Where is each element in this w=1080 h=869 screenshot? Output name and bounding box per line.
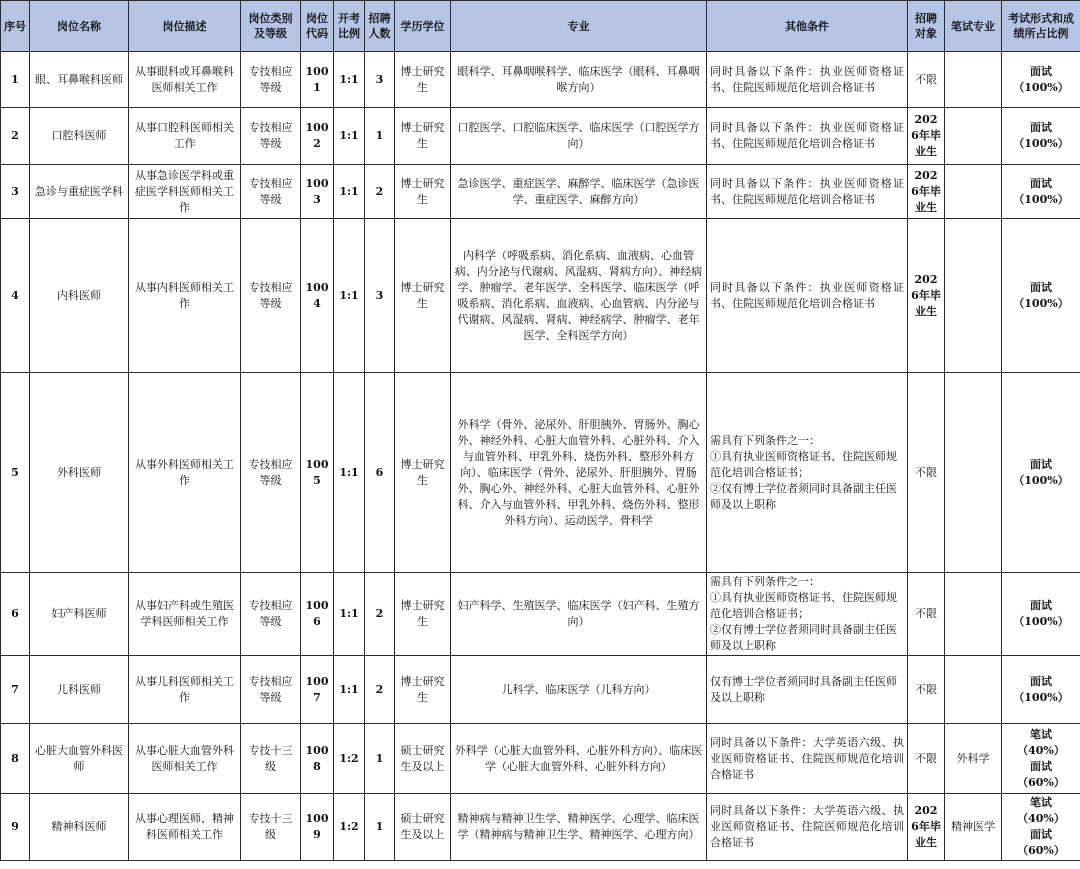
conditions-text: 同时具备以下条件：大学英语六级、执业医师资格证书、住院医师规范化培训合格证书	[710, 735, 904, 781]
cell-count: 1	[365, 724, 395, 794]
cell-post-desc: 从事急诊医学科或重症医学科医师相关工作	[129, 165, 241, 219]
cell-degree: 博士研究生	[395, 573, 451, 656]
cell-seq: 8	[1, 724, 30, 794]
conditions-text: 同时具备以下条件：大学英语六级、执业医师资格证书、住院医师规范化培训合格证书	[710, 804, 904, 849]
cell-post-name: 儿科医师	[30, 656, 129, 724]
cell-conditions	[707, 656, 908, 724]
header-written: 笔试专业	[945, 1, 1002, 52]
table-row	[1, 165, 1080, 219]
header-category: 岗位类别及等级	[241, 1, 301, 52]
cell-post-desc: 从事妇产科或生殖医学科医师相关工作	[129, 573, 241, 656]
cell-major: 外科学（心脏大血管外科、心脏外科方向）、临床医学（心脏大血管外科、心脏外科方向）	[451, 724, 707, 794]
cell-code: 1006	[301, 573, 334, 656]
conditions-text: 同时具备以下条件：执业医师资格证书、住院医师规范化培训合格证书	[710, 64, 904, 94]
header-seq: 序号	[1, 1, 30, 52]
cell-exam	[1002, 794, 1080, 861]
cell-count: 2	[365, 656, 395, 724]
cell-seq: 2	[1, 108, 30, 165]
cell-code: 1003	[301, 165, 334, 219]
cell-post-name: 精神科医师	[30, 794, 129, 861]
cell-major: 精神病与精神卫生学、精神医学、心理学、临床医学（精神病与精神卫生学、精神医学、心理方向）	[451, 794, 707, 861]
cell-target: 2026年毕业生	[908, 165, 945, 219]
table-row	[1, 794, 1080, 861]
cell-major: 内科学（呼吸系病、消化系病、血液病、心血管病、内分泌与代谢病、风湿病、肾病方向）、神经病学、肿瘤学、老年医学、全科医学、临床医学（呼吸系病、消化系病、血液病、心血管病、内分泌与代谢病、风湿病、肾病、神经病学、肿瘤学、老年医学、全科医学方向）	[451, 219, 707, 373]
header-target: 招聘对象	[908, 1, 945, 52]
cell-seq: 4	[1, 219, 30, 373]
header-exam: 考试形式和成绩所占比例	[1002, 1, 1080, 52]
cell-conditions	[707, 573, 908, 656]
header-conditions: 其他条件	[707, 1, 908, 52]
cell-post-desc: 从事儿科医师相关工作	[129, 656, 241, 724]
cell-count: 1	[365, 108, 395, 165]
cell-seq: 5	[1, 373, 30, 573]
cell-post-desc: 从事内科医师相关工作	[129, 219, 241, 373]
cell-target: 不限	[908, 573, 945, 656]
exam-text: 面试 （100%）	[1013, 599, 1069, 628]
conditions-text: 需具有下列条件之一： ①具有执业医师资格证书、住院医师规范化培训合格证书； ②仅有博士学位者须同时具备副主任医师及以上职称	[710, 575, 897, 652]
table-row	[1, 573, 1080, 656]
cell-count: 3	[365, 219, 395, 373]
cell-count: 1	[365, 794, 395, 861]
cell-written	[945, 373, 1002, 573]
conditions-text: 同时具备以下条件：执业医师资格证书、住院医师规范化培训合格证书	[710, 176, 904, 206]
cell-written: 精神医学	[945, 794, 1002, 861]
cell-code: 1002	[301, 108, 334, 165]
cell-post-desc: 从事心理医师、精神科医师相关工作	[129, 794, 241, 861]
cell-exam	[1002, 724, 1080, 794]
cell-degree: 博士研究生	[395, 373, 451, 573]
exam-text: 面试 （100%）	[1013, 176, 1069, 206]
exam-text: 面试 （100%）	[1013, 457, 1069, 487]
cell-code: 1008	[301, 724, 334, 794]
cell-degree: 博士研究生	[395, 656, 451, 724]
cell-category: 专技十三级	[241, 724, 301, 794]
cell-seq: 9	[1, 794, 30, 861]
cell-written	[945, 52, 1002, 108]
cell-degree: 博士研究生	[395, 108, 451, 165]
cell-conditions	[707, 165, 908, 219]
exam-text: 面试 （100%）	[1013, 121, 1069, 150]
table-row	[1, 219, 1080, 373]
cell-target: 不限	[908, 52, 945, 108]
conditions-text: 同时具备以下条件：执业医师资格证书、住院医师规范化培训合格证书	[710, 121, 904, 150]
header-post-name: 岗位名称	[30, 1, 129, 52]
cell-post-name: 口腔科医师	[30, 108, 129, 165]
cell-major: 妇产科学、生殖医学、临床医学（妇产科、生殖方向）	[451, 573, 707, 656]
header-degree: 学历学位	[395, 1, 451, 52]
cell-post-desc: 从事外科医师相关工作	[129, 373, 241, 573]
cell-target: 2026年毕业生	[908, 794, 945, 861]
cell-major: 口腔医学、口腔临床医学、临床医学（口腔医学方向）	[451, 108, 707, 165]
exam-text: 面试 （100%）	[1013, 280, 1069, 310]
cell-conditions	[707, 724, 908, 794]
cell-ratio: 1:1	[334, 573, 365, 656]
table-row	[1, 108, 1080, 165]
cell-post-name: 妇产科医师	[30, 573, 129, 656]
conditions-text: 同时具备以下条件：执业医师资格证书、住院医师规范化培训合格证书	[710, 280, 904, 310]
cell-ratio: 1:2	[334, 724, 365, 794]
cell-written	[945, 656, 1002, 724]
cell-exam	[1002, 373, 1080, 573]
cell-exam	[1002, 656, 1080, 724]
cell-post-name: 内科医师	[30, 219, 129, 373]
cell-degree: 硕士研究生及以上	[395, 724, 451, 794]
table-row	[1, 724, 1080, 794]
cell-category: 专技相应等级	[241, 108, 301, 165]
cell-degree: 博士研究生	[395, 165, 451, 219]
cell-target: 2026年毕业生	[908, 108, 945, 165]
cell-ratio: 1:2	[334, 794, 365, 861]
cell-code: 1001	[301, 52, 334, 108]
cell-exam	[1002, 108, 1080, 165]
cell-seq: 1	[1, 52, 30, 108]
cell-ratio: 1:1	[334, 373, 365, 573]
cell-conditions	[707, 373, 908, 573]
header-post-desc: 岗位描述	[129, 1, 241, 52]
cell-category: 专技相应等级	[241, 52, 301, 108]
cell-code: 1007	[301, 656, 334, 724]
conditions-text: 仅有博士学位者须同时具备副主任医师及以上职称	[710, 674, 897, 704]
exam-text: 笔试 （40%） 面试 （60%）	[1017, 796, 1065, 857]
cell-post-desc: 从事眼科或耳鼻喉科医师相关工作	[129, 52, 241, 108]
cell-degree: 博士研究生	[395, 52, 451, 108]
cell-code: 1004	[301, 219, 334, 373]
cell-major: 眼科学、耳鼻咽喉科学、临床医学（眼科、耳鼻咽喉方向）	[451, 52, 707, 108]
cell-post-desc: 从事口腔科医师相关工作	[129, 108, 241, 165]
cell-written	[945, 573, 1002, 656]
cell-ratio: 1:1	[334, 165, 365, 219]
cell-degree: 博士研究生	[395, 219, 451, 373]
cell-ratio: 1:1	[334, 656, 365, 724]
cell-seq: 7	[1, 656, 30, 724]
cell-post-name: 急诊与重症医学科	[30, 165, 129, 219]
cell-ratio: 1:1	[334, 52, 365, 108]
cell-seq: 3	[1, 165, 30, 219]
cell-code: 1005	[301, 373, 334, 573]
cell-count: 2	[365, 165, 395, 219]
cell-post-name: 外科医师	[30, 373, 129, 573]
cell-category: 专技相应等级	[241, 165, 301, 219]
exam-text: 笔试 （40%） 面试 （60%）	[1017, 727, 1065, 789]
exam-text: 面试 （100%）	[1013, 674, 1069, 704]
cell-conditions	[707, 108, 908, 165]
cell-category: 专技相应等级	[241, 219, 301, 373]
cell-count: 3	[365, 52, 395, 108]
cell-exam	[1002, 573, 1080, 656]
cell-written	[945, 165, 1002, 219]
cell-conditions	[707, 219, 908, 373]
cell-conditions	[707, 52, 908, 108]
cell-written: 外科学	[945, 724, 1002, 794]
cell-target: 不限	[908, 373, 945, 573]
cell-target: 不限	[908, 656, 945, 724]
cell-count: 2	[365, 573, 395, 656]
header-major: 专业	[451, 1, 707, 52]
cell-exam	[1002, 52, 1080, 108]
cell-code: 1009	[301, 794, 334, 861]
cell-target: 不限	[908, 724, 945, 794]
cell-major: 儿科学、临床医学（儿科方向）	[451, 656, 707, 724]
cell-exam	[1002, 165, 1080, 219]
cell-post-name: 眼、耳鼻喉科医师	[30, 52, 129, 108]
cell-seq: 6	[1, 573, 30, 656]
cell-category: 专技十三级	[241, 794, 301, 861]
cell-ratio: 1:1	[334, 108, 365, 165]
cell-category: 专技相应等级	[241, 656, 301, 724]
header-row	[1, 1, 1080, 52]
cell-conditions	[707, 794, 908, 861]
cell-written	[945, 108, 1002, 165]
conditions-text: 需具有下列条件之一： ①具有执业医师资格证书、住院医师规范化培训合格证书； ②仅有博士学位者须同时具备副主任医师及以上职称	[710, 433, 897, 511]
header-count: 招聘人数	[365, 1, 395, 52]
cell-post-desc: 从事心脏大血管外科医师相关工作	[129, 724, 241, 794]
cell-written	[945, 219, 1002, 373]
cell-degree: 硕士研究生及以上	[395, 794, 451, 861]
cell-major: 急诊医学、重症医学、麻醉学、临床医学（急诊医学、重症医学、麻醉方向）	[451, 165, 707, 219]
cell-major: 外科学（骨外、泌尿外、肝胆胰外、胃肠外、胸心外、神经外科、心脏大血管外科、心脏外科、介入与血管外科、甲乳外科、烧伤外科、整形外科方向）、临床医学（骨外、泌尿外、肝胆胰外、胃肠外、胸心外、神经外科、心脏大血管外科、心脏外科、介入与血管外科、甲乳外科、烧伤外科、整形外科方向）、运动医学、骨科学	[451, 373, 707, 573]
cell-category: 专技相应等级	[241, 573, 301, 656]
cell-target: 2026年毕业生	[908, 219, 945, 373]
header-code: 岗位代码	[301, 1, 334, 52]
cell-ratio: 1:1	[334, 219, 365, 373]
exam-text: 面试 （100%）	[1013, 64, 1069, 94]
table-row	[1, 656, 1080, 724]
table-row	[1, 373, 1080, 573]
header-ratio: 开考比例	[334, 1, 365, 52]
cell-count: 6	[365, 373, 395, 573]
cell-exam	[1002, 219, 1080, 373]
cell-post-name: 心脏大血管外科医师	[30, 724, 129, 794]
cell-category: 专技相应等级	[241, 373, 301, 573]
table-row	[1, 52, 1080, 108]
